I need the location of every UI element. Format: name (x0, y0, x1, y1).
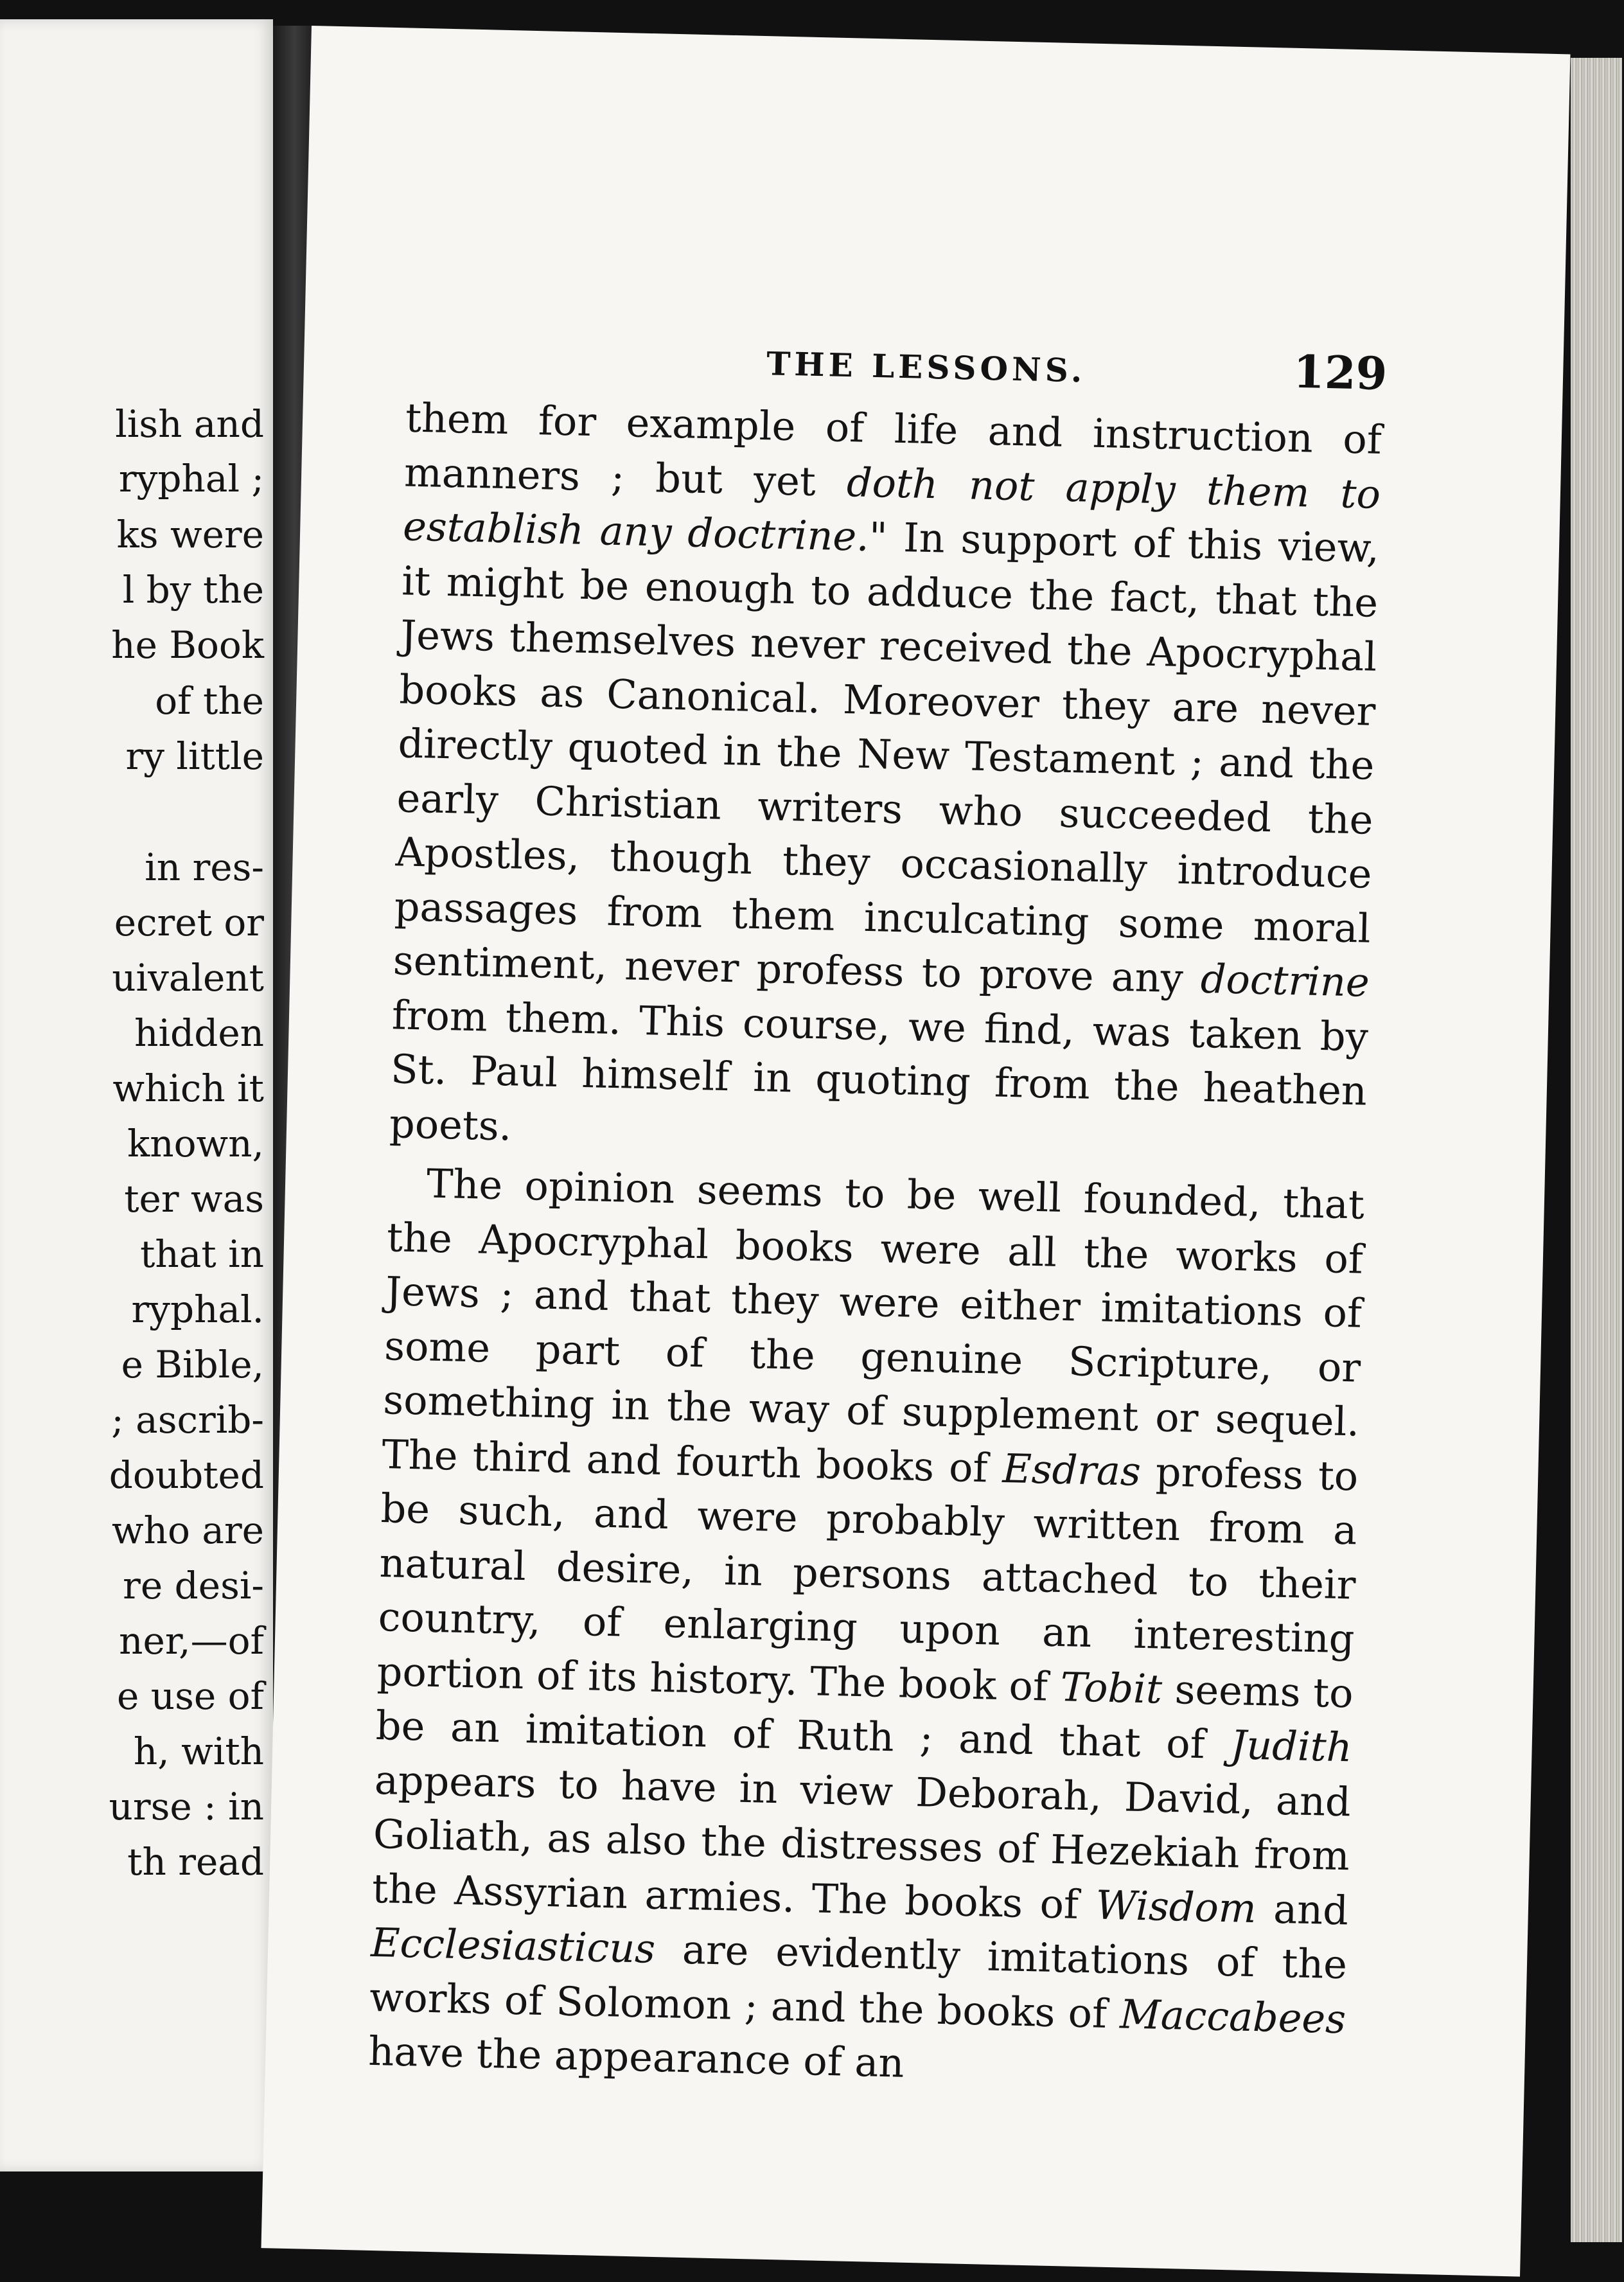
text-run: and (1255, 1884, 1349, 1934)
previous-page-line: ks were (116, 513, 264, 556)
paragraph (389, 391, 1382, 1172)
previous-page-line: known, (127, 1122, 264, 1165)
italic-run: doctrine (1200, 955, 1370, 1006)
italic-run: doth not apply them to establish any doctrine. (402, 458, 1381, 560)
previous-page-line: e Bible, (121, 1343, 264, 1386)
previous-page-line: ; ascrib- (111, 1398, 264, 1442)
page-body (368, 391, 1382, 2100)
previous-page-line: th read (127, 1840, 264, 1884)
running-title: THE LESSONS. (766, 344, 1087, 390)
italic-run: Wisdom (1095, 1880, 1257, 1932)
text-run: from them. This course, we find, was taken by St. Paul himself in quoting from the heathen poets. (389, 991, 1369, 1149)
italic-run: Tobit (1059, 1663, 1163, 1713)
current-page (261, 26, 1571, 2277)
previous-page-line: of the (155, 679, 264, 723)
text-run: them for example of life and instruction of manners ; but yet (403, 394, 1382, 506)
previous-page-line: h, with (133, 1729, 264, 1773)
previous-page-line: who are (112, 1508, 264, 1552)
text-run: The opinion seems to be well founded, that the Apocryphal books were all the works of Jews ; and that they were either imitations of some part of the genuine Scripture, or something in the way of supplement or sequel. The third and fourth books of (381, 1160, 1365, 1492)
previous-page (0, 19, 273, 2171)
previous-page-line: he Book (111, 623, 264, 667)
text-run: are evidently imitations of the works of Solomon ; and the books of (369, 1925, 1348, 2037)
previous-page-line: lish and (115, 402, 264, 446)
previous-page-line: that in (140, 1232, 264, 1276)
previous-page-line: which it (112, 1066, 264, 1110)
previous-page-line: ner,—of (119, 1619, 264, 1663)
previous-page-line: ryphal ; (118, 457, 264, 500)
previous-page-line: ter was (124, 1177, 264, 1221)
italic-run: Esdras (1002, 1444, 1142, 1495)
previous-page-line: e use of (116, 1674, 264, 1718)
italic-run: Ecclesiasticus (370, 1918, 656, 1972)
previous-page-line: l by the (122, 568, 264, 612)
previous-page-line: ecret or (114, 901, 264, 944)
previous-page-line: uivalent (112, 956, 264, 1000)
previous-page-line: ry little (125, 734, 264, 778)
text-run: profess to be such, and were probably written from a natural desire, in persons attached to their country, of enlarging upon an interesting portion of its history. The book of (376, 1447, 1359, 1710)
previous-page-line: doubted (109, 1453, 264, 1497)
page-number: 129 (1293, 344, 1388, 401)
page-edges (1571, 58, 1622, 2242)
text-run: " In support of this view, it might be enough to adduce the fact, that the Jews themselves never received the Apocryphal books as Canonical. Moreover they are never directly quoted in the New Testament ; and the early Christian writers who succeeded the Apostles, though they occasionally introduce passages from them inculcating some moral sentiment, never profess to prove any (393, 513, 1380, 1002)
text-run: seems to be an imitation of Ruth ; and that of (375, 1665, 1354, 1769)
previous-page-line: re desi- (123, 1564, 264, 1607)
text-run: appears to have in view Deborah, David, and Goliath, as also the distresses of Hezekiah from the Assyrian armies. The books of (371, 1756, 1352, 1928)
previous-page-line: urse : in (109, 1785, 264, 1828)
paragraph (368, 1156, 1365, 2101)
previous-page-line: in res- (145, 845, 264, 889)
italic-run: Judith (1230, 1721, 1353, 1771)
previous-page-line: ryphal. (131, 1287, 264, 1331)
text-run: have the appearance of an (367, 2027, 905, 2087)
previous-page-line: hidden (134, 1011, 264, 1055)
italic-run: Maccabees (1119, 1990, 1346, 2042)
